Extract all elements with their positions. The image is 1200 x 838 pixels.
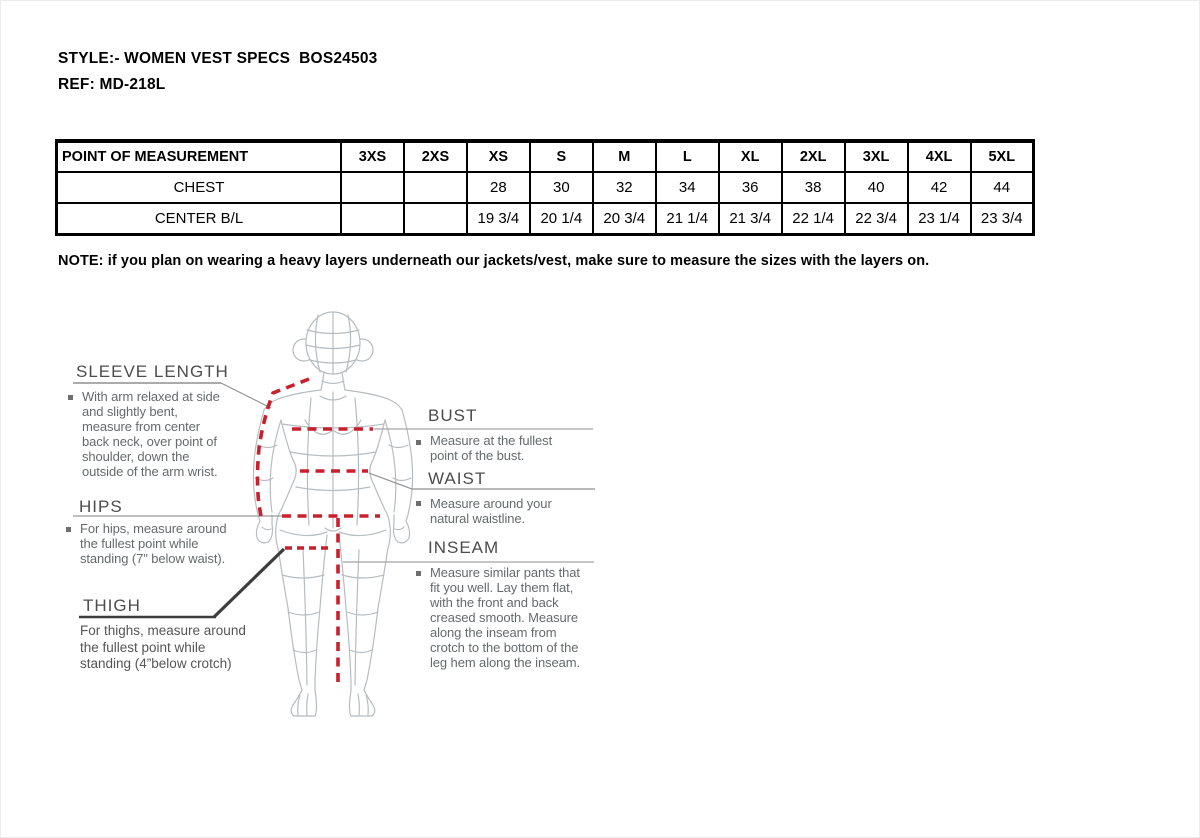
col-header-2xs: 2XS	[404, 141, 467, 172]
col-header-m: M	[593, 141, 656, 172]
inseam-desc: Measure similar pants that fit you well. Lay them flat, with the front and back creased smooth. Measure along the inseam from crotch to the bottom of the leg hem along the inseam.	[430, 565, 580, 670]
bust-label: BUST	[428, 406, 478, 425]
inseam-bullet-icon	[416, 571, 421, 576]
col-header-l: L	[656, 141, 719, 172]
row-label-center-bl: CENTER B/L	[57, 203, 342, 235]
body-wireframe	[253, 312, 412, 716]
centerbl-m: 20 3/4	[593, 203, 656, 235]
chest-3xs	[341, 172, 404, 203]
table-row-chest	[57, 172, 1034, 203]
table-row-center-bl	[57, 203, 1034, 235]
waist-bullet-icon	[416, 501, 421, 506]
chest-xl: 36	[719, 172, 782, 203]
bust-bullet-icon	[416, 440, 421, 445]
leader-lines	[73, 383, 595, 617]
centerbl-4xl: 23 1/4	[908, 203, 971, 235]
sleeve-measure-line	[258, 379, 310, 516]
col-header-4xl: 4XL	[908, 141, 971, 172]
inseam-label: INSEAM	[428, 538, 500, 557]
col-header-xs: XS	[467, 141, 530, 172]
hips-bullet-icon	[66, 527, 71, 532]
centerbl-2xs	[404, 203, 467, 235]
thigh-label: THIGH	[83, 596, 141, 615]
centerbl-xs: 19 3/4	[467, 203, 530, 235]
bust-desc: Measure at the fullest point of the bust.	[430, 433, 553, 463]
chest-5xl: 44	[971, 172, 1034, 203]
col-header-3xl: 3XL	[845, 141, 908, 172]
measurement-lines	[258, 379, 381, 686]
chest-3xl: 40	[845, 172, 908, 203]
ref-line: REF: MD-218L	[58, 76, 166, 93]
chest-2xs	[404, 172, 467, 203]
sleeve-leader-line	[221, 383, 271, 408]
hips-desc: For hips, measure around the fullest point while standing (7" below waist).	[80, 521, 227, 566]
centerbl-3xl: 22 3/4	[845, 203, 908, 235]
hips-label: HIPS	[79, 497, 123, 516]
centerbl-3xs	[341, 203, 404, 235]
col-header-point-of-measurement: POINT OF MEASUREMENT	[57, 141, 342, 172]
size-chart-table	[55, 139, 1035, 236]
col-header-s: S	[530, 141, 593, 172]
row-label-chest: CHEST	[57, 172, 342, 203]
chest-s: 30	[530, 172, 593, 203]
centerbl-2xl: 22 1/4	[782, 203, 845, 235]
centerbl-l: 21 1/4	[656, 203, 719, 235]
centerbl-5xl: 23 3/4	[971, 203, 1034, 235]
thigh-leader-line	[214, 549, 284, 617]
chest-2xl: 38	[782, 172, 845, 203]
centerbl-xl: 21 3/4	[719, 203, 782, 235]
chest-4xl: 42	[908, 172, 971, 203]
waist-desc: Measure around your natural waistline.	[430, 496, 552, 526]
col-header-xl: XL	[719, 141, 782, 172]
table-header-row	[57, 141, 1034, 172]
style-line: STYLE:- WOMEN VEST SPECS BOS24503	[58, 50, 378, 67]
col-header-5xl: 5XL	[971, 141, 1034, 172]
chest-l: 34	[656, 172, 719, 203]
thigh-desc: For thighs, measure around the fullest point while standing (4”below crotch)	[80, 623, 246, 671]
sleeve-length-label: SLEEVE LENGTH	[76, 362, 229, 381]
waist-leader-line	[369, 473, 595, 489]
waist-label: WAIST	[428, 469, 487, 488]
chest-m: 32	[593, 172, 656, 203]
sleeve-length-desc: With arm relaxed at side and slightly bent, measure from center back neck, over point of shoulder, down the outside of the arm wrist.	[82, 389, 220, 479]
chest-xs: 28	[467, 172, 530, 203]
col-header-2xl: 2XL	[782, 141, 845, 172]
note-line: NOTE: if you plan on wearing a heavy layers underneath our jackets/vest, make sure to measure the sizes with the layers on.	[58, 253, 930, 269]
bullet-markers	[66, 395, 421, 576]
col-header-3xs: 3XS	[341, 141, 404, 172]
centerbl-s: 20 1/4	[530, 203, 593, 235]
sleeve-bullet-icon	[68, 395, 73, 400]
